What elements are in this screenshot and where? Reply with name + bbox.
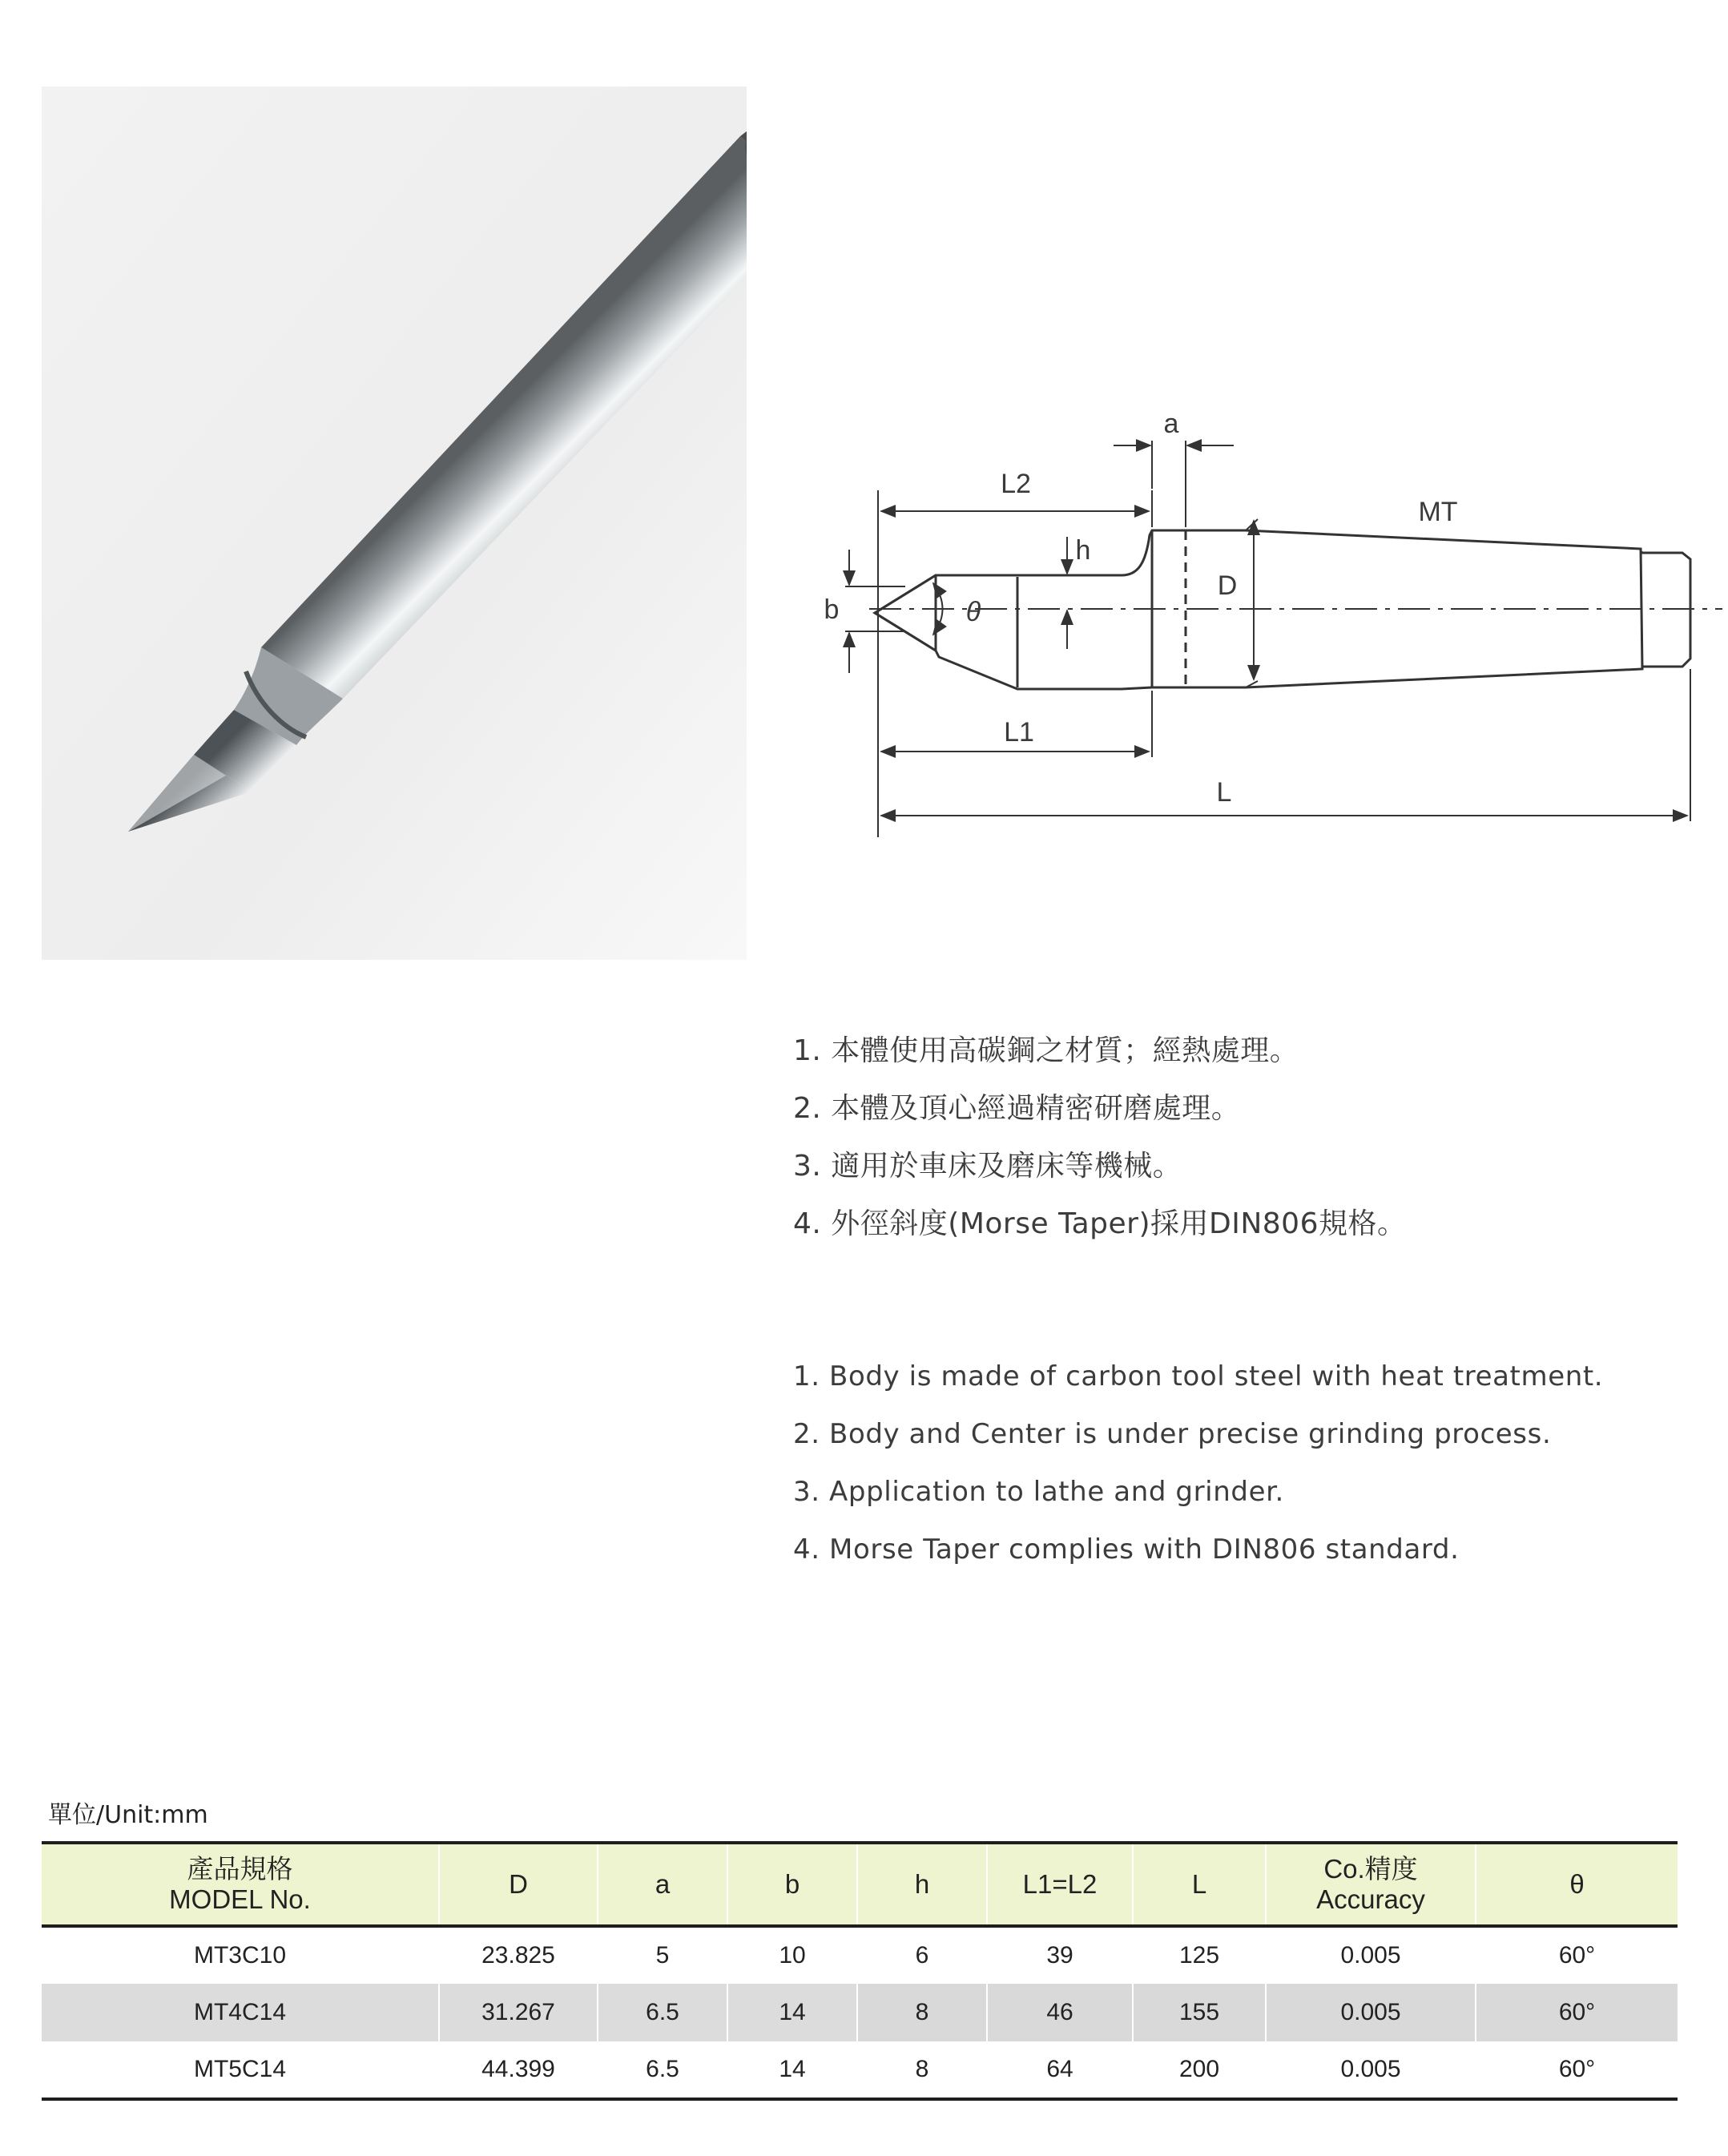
cell-a: 5 <box>598 1926 727 1984</box>
cell-a: 6.5 <box>598 2041 727 2099</box>
feature-en-3: 3. Application to lathe and grinder. <box>793 1476 1284 1508</box>
header-theta: θ <box>1476 1843 1678 1926</box>
features-chinese <box>793 1022 1407 1253</box>
feature-en-4: 4. Morse Taper complies with DIN806 standard. <box>793 1533 1460 1566</box>
label-b: b <box>824 594 840 625</box>
cell-h: 6 <box>857 1926 987 1984</box>
cell-D: 31.267 <box>439 1984 598 2041</box>
cell-L1-L2: 46 <box>987 1984 1133 2041</box>
feature-zh-3: 3. 適用於車床及磨床等機械。 <box>793 1150 1182 1183</box>
table-row <box>42 2041 1678 2099</box>
cell-D: 44.399 <box>439 2041 598 2099</box>
label-theta: θ <box>965 597 981 627</box>
cell-D: 23.825 <box>439 1926 598 1984</box>
technical-drawing <box>809 393 1728 841</box>
cell-accuracy: 0.005 <box>1266 1984 1476 2041</box>
label-a: a <box>1163 409 1179 439</box>
cell-L: 125 <box>1133 1926 1266 1984</box>
header-D: D <box>439 1843 598 1926</box>
label-L: L <box>1216 777 1232 808</box>
table-row <box>42 1926 1678 1984</box>
cell-theta: 60° <box>1476 1926 1678 1984</box>
product-photo <box>42 87 747 960</box>
label-L1: L1 <box>1004 717 1034 748</box>
feature-zh-1: 1. 本體使用高碳鋼之材質；經熱處理。 <box>793 1034 1299 1067</box>
cell-L: 200 <box>1133 2041 1266 2099</box>
feature-zh-4: 4. 外徑斜度(Morse Taper)採用DIN806規格。 <box>793 1207 1407 1240</box>
cell-a: 6.5 <box>598 1984 727 2041</box>
header-accuracy: Co.精度 Accuracy <box>1266 1843 1476 1926</box>
label-D: D <box>1217 570 1238 601</box>
spec-table <box>42 1841 1678 2101</box>
cell-L1-L2: 39 <box>987 1926 1133 1984</box>
cell-model: MT4C14 <box>42 1984 439 2041</box>
feature-en-2: 2. Body and Center is under precise grinding process. <box>793 1418 1552 1450</box>
features-english <box>793 1348 1603 1578</box>
cell-accuracy: 0.005 <box>1266 2041 1476 2099</box>
feature-zh-2: 2. 本體及頂心經過精密研磨處理。 <box>793 1092 1241 1125</box>
header-model: 產品規格 MODEL No. <box>42 1843 439 1926</box>
cell-accuracy: 0.005 <box>1266 1926 1476 1984</box>
header-a: a <box>598 1843 727 1926</box>
cell-h: 8 <box>857 1984 987 2041</box>
label-L2: L2 <box>1001 469 1031 499</box>
cell-b: 14 <box>727 1984 857 2041</box>
cell-h: 8 <box>857 2041 987 2099</box>
cell-L: 155 <box>1133 1984 1266 2041</box>
label-MT: MT <box>1418 497 1458 527</box>
cell-model: MT3C10 <box>193 1942 287 1969</box>
label-h: h <box>1075 535 1091 566</box>
cell-L1-L2: 64 <box>987 2041 1133 2099</box>
header-L1-L2: L1=L2 <box>987 1843 1133 1926</box>
cell-theta: 60° <box>1476 1984 1678 2041</box>
feature-en-1: 1. Body is made of carbon tool steel with heat treatment. <box>793 1360 1604 1392</box>
table-header-row <box>42 1843 1678 1926</box>
header-h: h <box>857 1843 987 1926</box>
cell-theta: 60° <box>1476 2041 1678 2099</box>
cell-b: 10 <box>727 1926 857 1984</box>
table-row <box>42 1984 1678 2041</box>
header-L: L <box>1133 1843 1266 1926</box>
header-b: b <box>727 1843 857 1926</box>
cell-model: MT5C14 <box>42 2041 439 2099</box>
unit-label: 單位/Unit:mm <box>48 1801 208 1829</box>
cell-b: 14 <box>727 2041 857 2099</box>
